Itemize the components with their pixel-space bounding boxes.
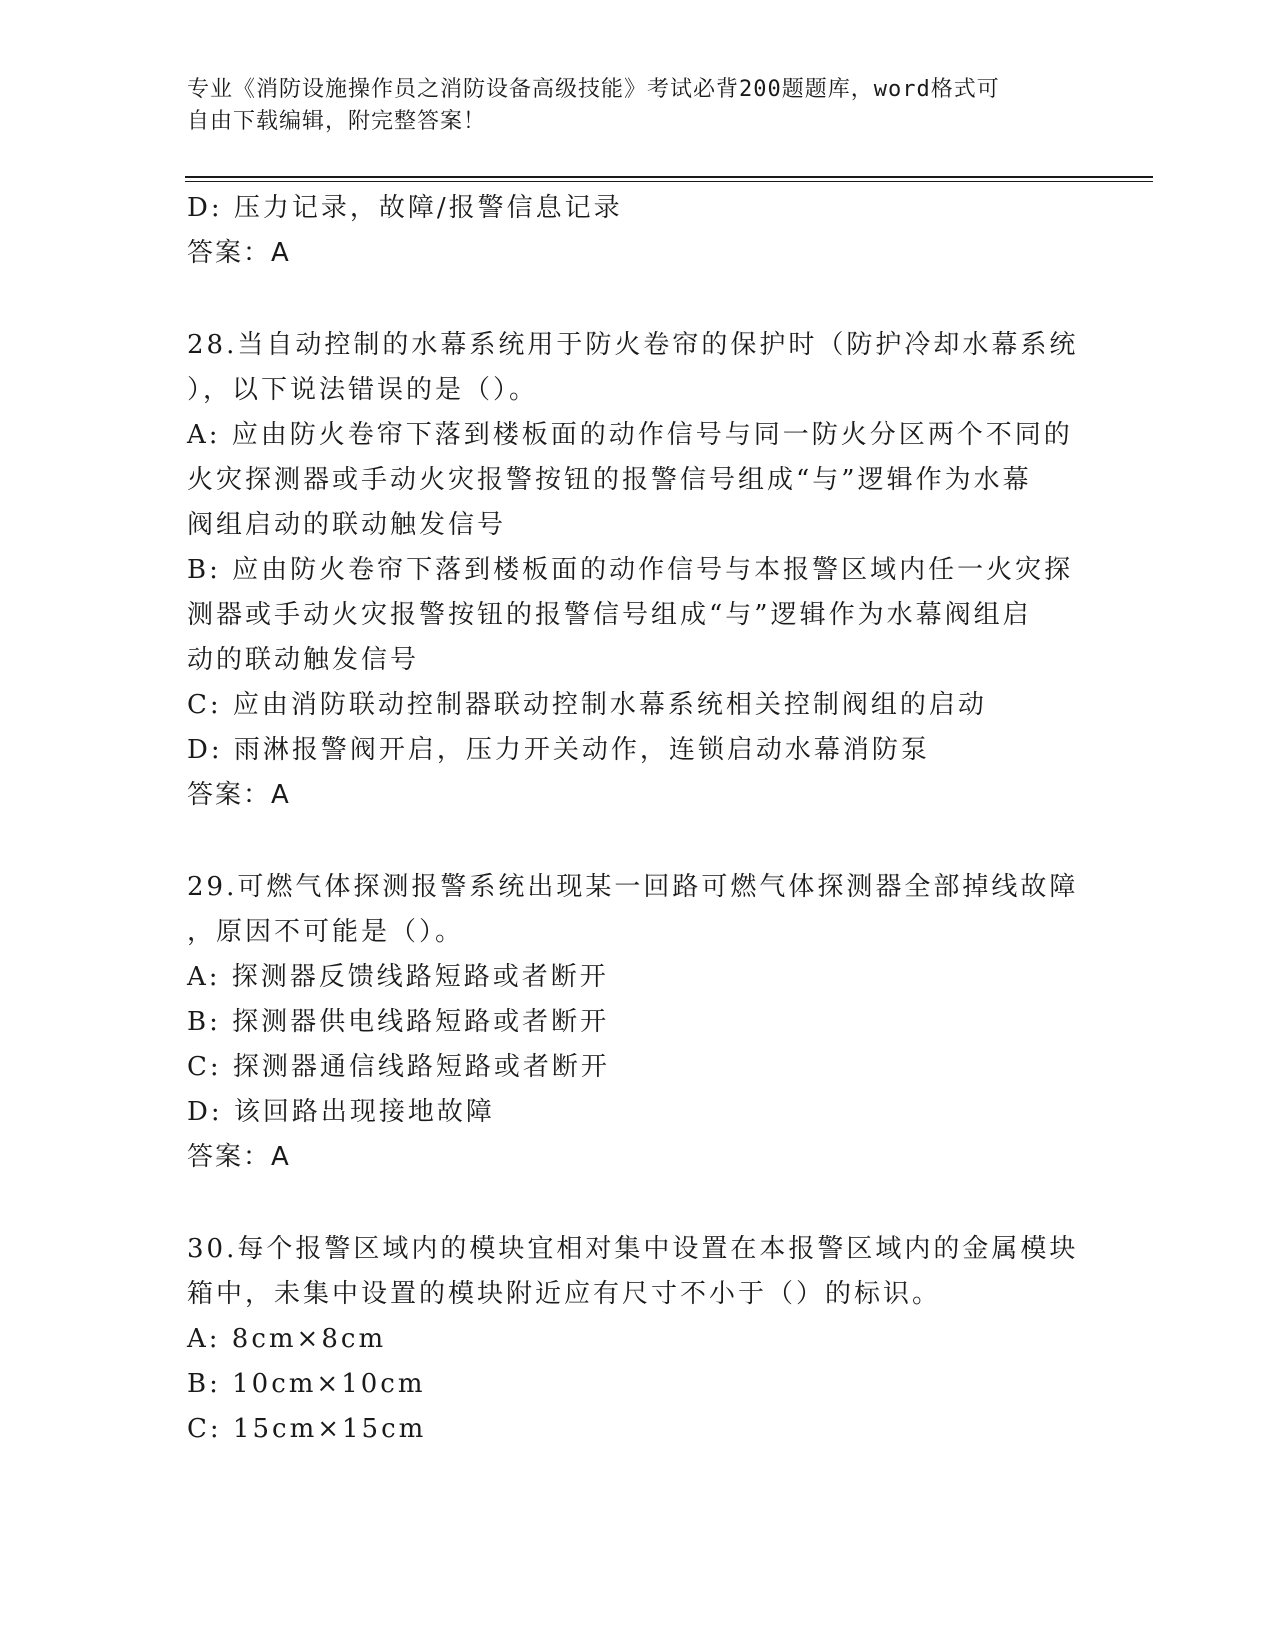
option-c: C: 应由消防联动控制器联动控制水幕系统相关控制阀组的启动 — [187, 690, 987, 720]
spacer — [187, 818, 1087, 865]
question-27-continued — [187, 186, 1087, 276]
option-a: A: 应由防火卷帘下落到楼板面的动作信号与同一防火分区两个不同的 — [187, 420, 1073, 450]
question-stem: ），以下说法错误的是（）。 — [187, 375, 539, 405]
spacer — [187, 1180, 1087, 1227]
option-c: C: 探测器通信线路短路或者断开 — [187, 1052, 610, 1082]
header-line-2: 自由下载编辑，附完整答案！ — [187, 109, 487, 134]
header-line-1: 专业《消防设施操作员之消防设备高级技能》考试必背200题题库，word格式可 — [187, 77, 1000, 102]
option-d: D: 雨淋报警阀开启，压力开关动作，连锁启动水幕消防泵 — [187, 735, 930, 765]
document-header — [187, 74, 1067, 138]
option-b: 动的联动触发信号 — [187, 645, 420, 675]
header-divider-thick — [185, 176, 1153, 178]
option-a: 火灾探测器或手动火灾报警按钮的报警信号组成“与”逻辑作为水幕 — [187, 465, 1032, 495]
option-c: C: 15cm×15cm — [187, 1414, 427, 1444]
question-stem: 箱中，未集中设置的模块附近应有尺寸不小于（）的标识。 — [187, 1279, 942, 1309]
answer: 答案：A — [187, 780, 291, 810]
option-b: B: 探测器供电线路短路或者断开 — [187, 1007, 610, 1037]
header-divider-thin — [185, 181, 1153, 182]
spacer — [187, 276, 1087, 323]
question-stem: ，原因不可能是（）。 — [187, 917, 465, 947]
option-a: A: 探测器反馈线路短路或者断开 — [187, 962, 609, 992]
option-a: 阀组启动的联动触发信号 — [187, 510, 507, 540]
option-b: 测器或手动火灾报警按钮的报警信号组成“与”逻辑作为水幕阀组启 — [187, 600, 1032, 630]
answer: 答案：A — [187, 1142, 291, 1172]
option-a: A: 8cm×8cm — [187, 1324, 387, 1354]
question-29 — [187, 865, 1087, 1180]
question-stem: 30.每个报警区域内的模块宜相对集中设置在本报警区域内的金属模块 — [187, 1234, 1079, 1264]
question-30 — [187, 1227, 1087, 1452]
option-b: B: 应由防火卷帘下落到楼板面的动作信号与本报警区域内任一火灾探 — [187, 555, 1074, 585]
document-body — [187, 186, 1087, 1452]
option-d: D: 压力记录，故障/报警信息记录 — [187, 193, 623, 223]
option-d: D: 该回路出现接地故障 — [187, 1097, 495, 1127]
answer: 答案：A — [187, 238, 291, 268]
question-stem: 28.当自动控制的水幕系统用于防火卷帘的保护时（防护冷却水幕系统 — [187, 330, 1079, 360]
option-b: B: 10cm×10cm — [187, 1369, 426, 1399]
question-28 — [187, 323, 1087, 818]
question-stem: 29.可燃气体探测报警系统出现某一回路可燃气体探测器全部掉线故障 — [187, 872, 1079, 902]
